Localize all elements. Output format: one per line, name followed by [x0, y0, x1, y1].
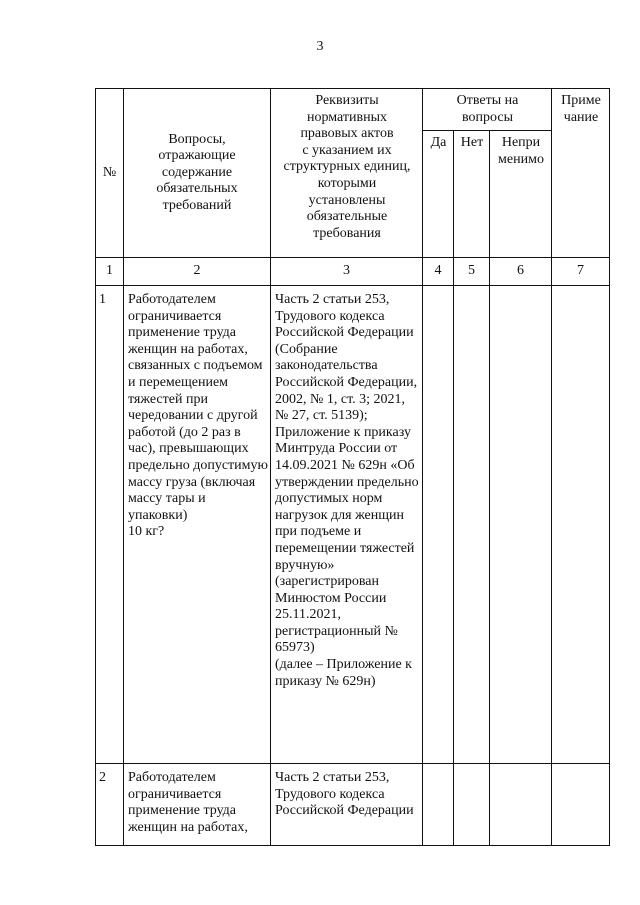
row-question: Работодателем ограничивается применение труда женщин на работах, — [124, 764, 271, 846]
table-row — [96, 764, 610, 846]
answer-yes-cell[interactable] — [423, 764, 454, 846]
index-cell: 4 — [423, 258, 454, 286]
answer-na-cell[interactable] — [490, 764, 552, 846]
header-requisites: Реквизиты нормативных правовых актов с указанием их структурных единиц, которыми установлены обязательные требования — [271, 89, 423, 258]
index-cell: 6 — [490, 258, 552, 286]
index-cell: 7 — [552, 258, 610, 286]
answer-yes-cell[interactable] — [423, 286, 454, 764]
header-questions: Вопросы, отражающие содержание обязательных требований — [124, 89, 271, 258]
row-requisites: Часть 2 статьи 253, Трудового кодекса Российской Федерации — [271, 764, 423, 846]
answer-no-cell[interactable] — [454, 764, 490, 846]
index-cell: 1 — [96, 258, 124, 286]
index-cell: 2 — [124, 258, 271, 286]
header-no: Нет — [454, 131, 490, 258]
header-answers: Ответы на вопросы — [423, 89, 552, 131]
requirements-table — [95, 88, 610, 846]
note-cell[interactable] — [552, 286, 610, 764]
header-note: Приме чание — [552, 89, 610, 258]
answer-na-cell[interactable] — [490, 286, 552, 764]
header-number: № — [96, 89, 124, 258]
table-row — [96, 286, 610, 764]
page-number: 3 — [316, 39, 324, 54]
index-cell: 3 — [271, 258, 423, 286]
row-number: 1 — [96, 286, 124, 764]
row-number: 2 — [96, 764, 124, 846]
index-cell: 5 — [454, 258, 490, 286]
row-requisites: Часть 2 статьи 253, Трудового кодекса Российской Федерации (Собрание законодательства Российской Федерации, 2002, № 1, ст. 3; 2021, № 27, ст. 5139); Приложение к приказу Минтруда России от 14.09.2021 № 629н «Об утверждении предельно допустимых норм нагрузок для женщин при подъеме и перемещении тяжестей вручную» (зарегистрирован Минюстом России 25.11.2021, регистрационный № 65973) (далее – Приложение к приказу № 629н) — [271, 286, 423, 764]
answer-no-cell[interactable] — [454, 286, 490, 764]
header-yes: Да — [423, 131, 454, 258]
note-cell[interactable] — [552, 764, 610, 846]
header-not-applicable: Непри менимо — [490, 131, 552, 258]
row-question: Работодателем ограничивается применение труда женщин на работах, связанных с подъемом и перемещением тяжестей при чередовании с другой работой (до 2 раз в час), превышающих предельно допустимую массу груза (включая массу тары и упаковки) 10 кг? — [124, 286, 271, 764]
